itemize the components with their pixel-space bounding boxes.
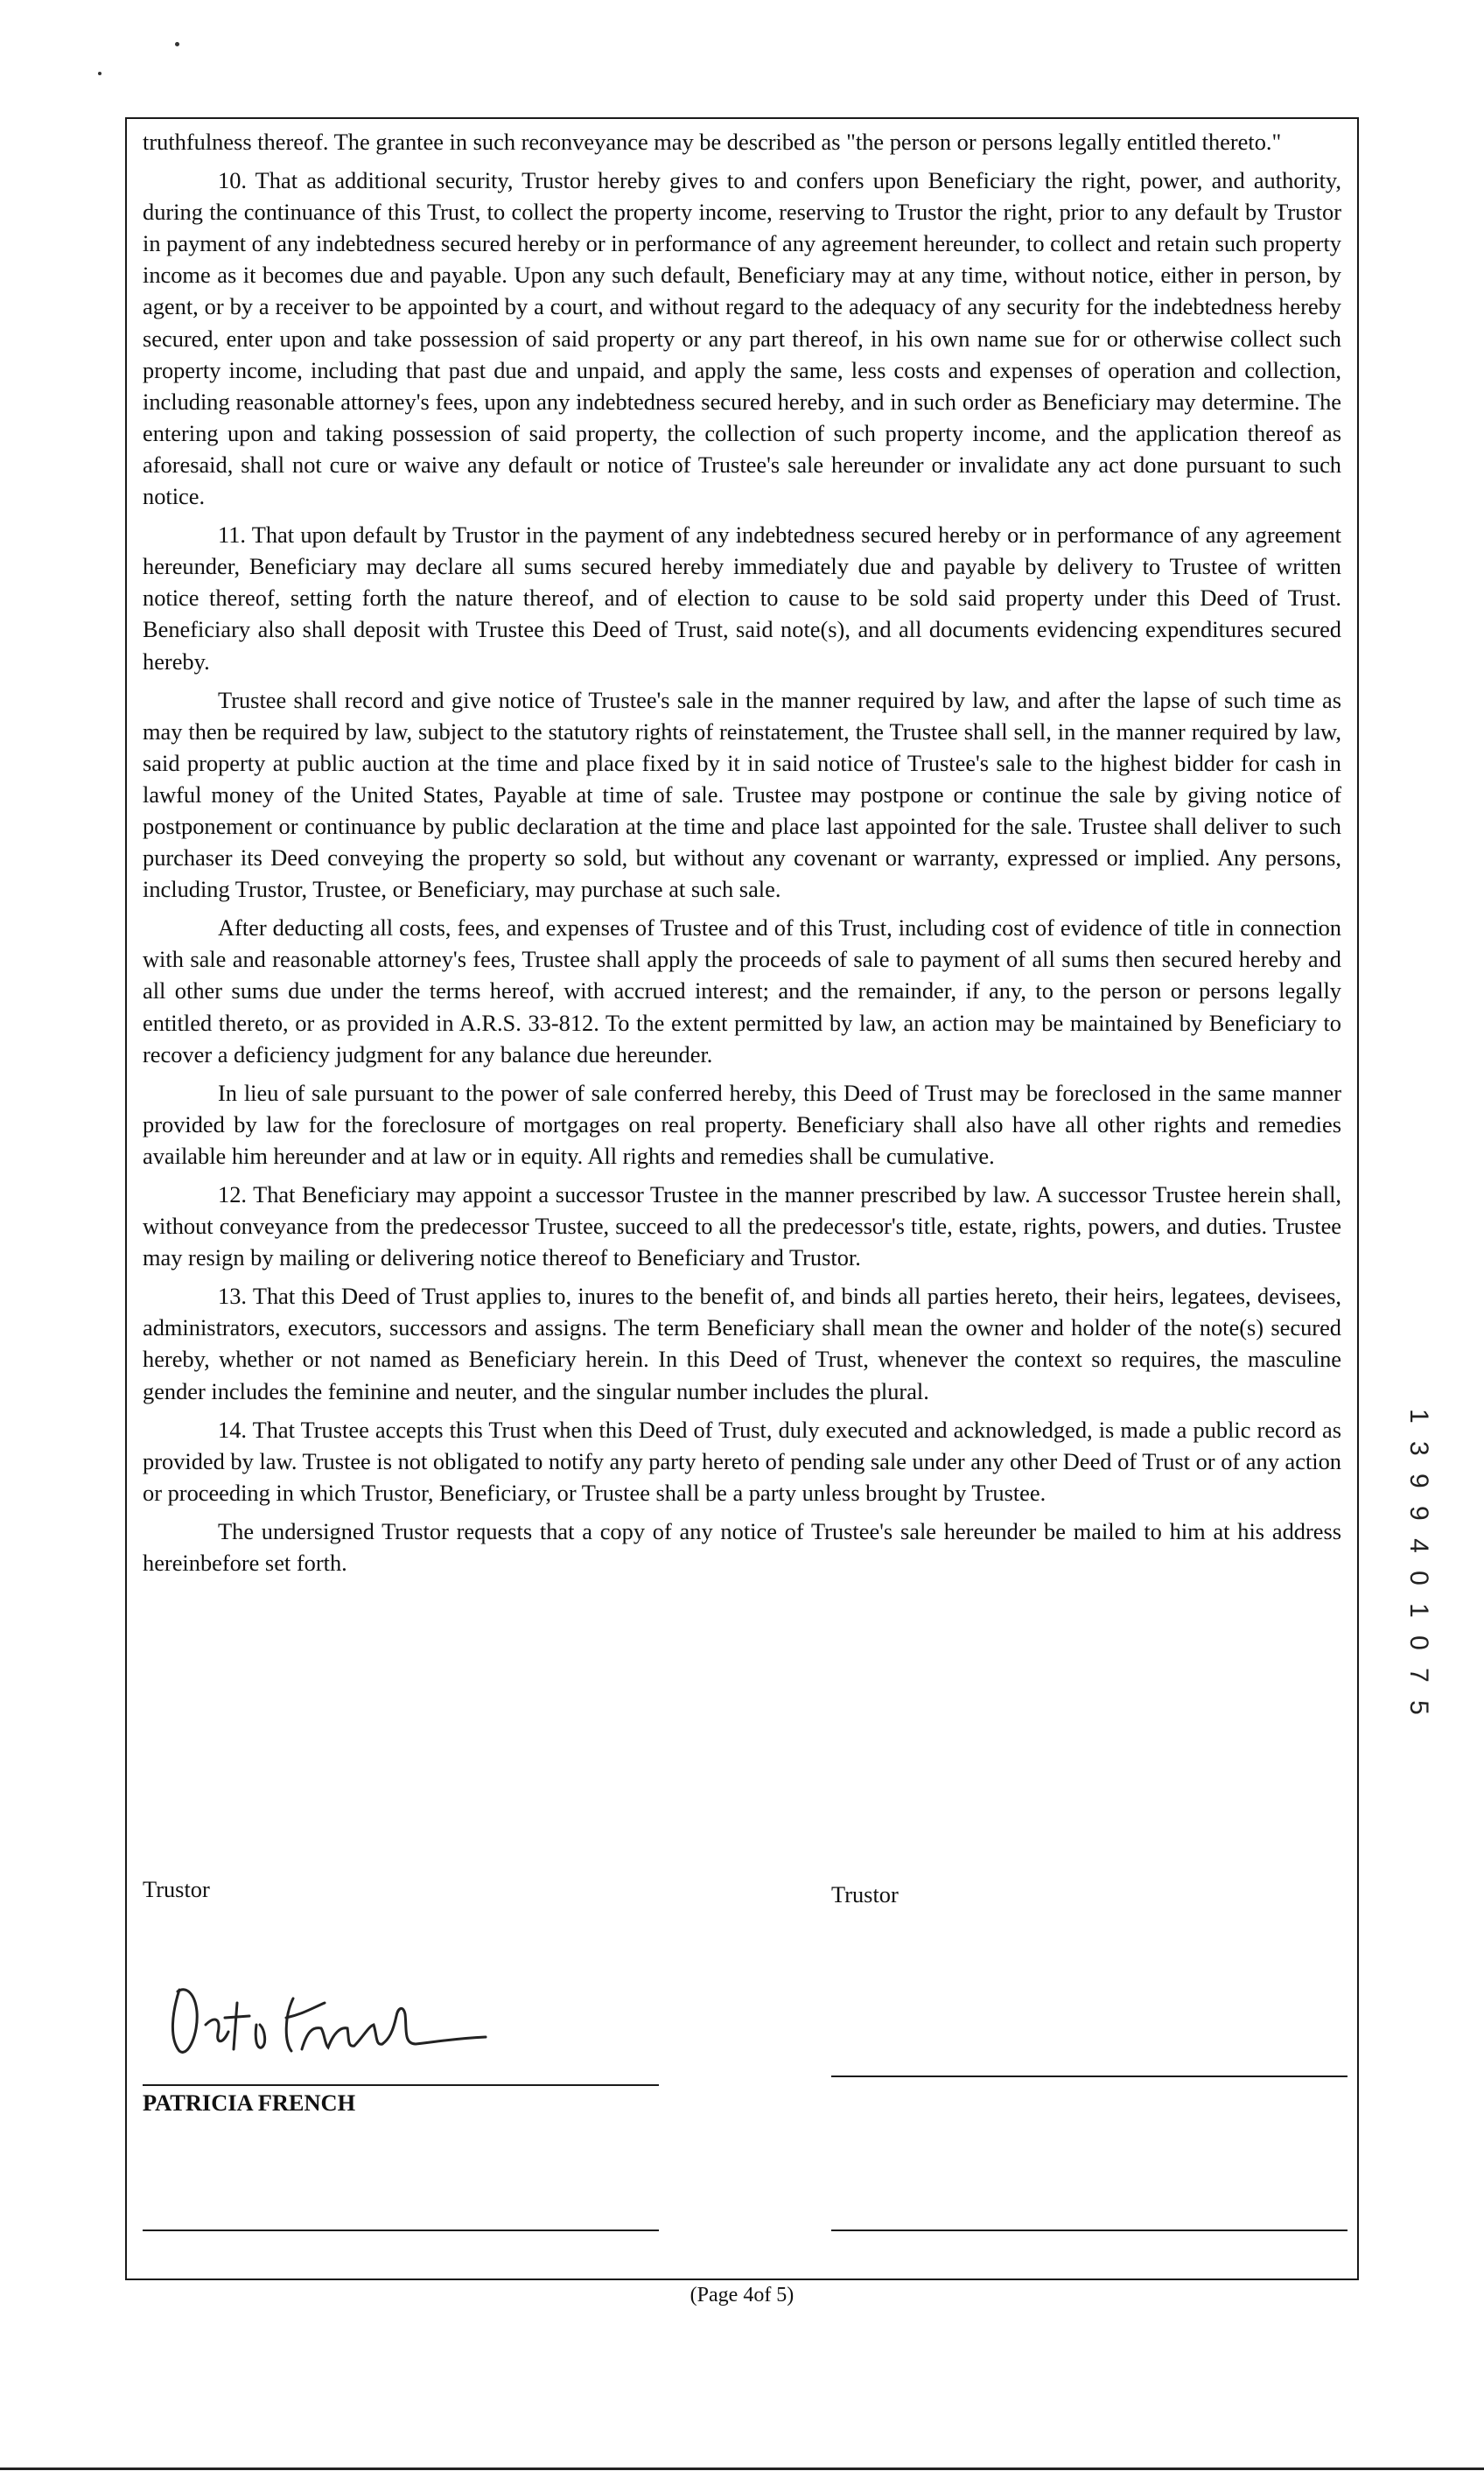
trustor-name: PATRICIA FRENCH — [143, 2090, 356, 2116]
document-frame — [125, 117, 1359, 2280]
signature-line — [831, 2076, 1348, 2077]
paragraph-12: 12. That Beneficiary may appoint a successor Trustee in the manner prescribed by law. A successor Trustee herein shall, without conveyance from the predecessor Trustee, succeed to all the predecessor's title, estate, rights, powers, and duties. Trustee may resign by mailing or delivering notice thereof to Beneficiary and Trustor. — [143, 1181, 1341, 1271]
paragraph-14: 14. That Trustee accepts this Trust when this Deed of Trust, duly executed and acknowledged, is made a public record as provided by law. Trustee is not obligated to notify any party hereto of pending sale under any other Deed of Trust or of any action or proceeding in which Trustor, Beneficiary, or Trustee shall be a party unless brought by Trustee. — [143, 1416, 1341, 1506]
paragraph-trustee-sale: Trustee shall record and give notice of Trustee's sale in the manner required by law, and after the lapse of such time as may then be required by law, subject to the statutory rights of reinstatement, the Trustee shall sell, in the manner required by law, said property at public auction at the time and place fixed by it in said notice of Trustee's sale to the highest bidder for cash in lawful money of the United States, Payable at time of sale. Trustee may postpone or continue the sale by giving notice of postponement or continuance by public declaration at the time and place last appointed for the sale. Trustee shall deliver to such purchaser its Deed conveying the property so sold, but without any covenant or warranty, expressed or implied. Any persons, including Trustor, Trustee, or Beneficiary, may purchase at such sale. — [143, 686, 1341, 903]
signature-line — [143, 2084, 659, 2086]
paragraph-13: 13. That this Deed of Trust applies to, inures to the benefit of, and binds all parties hereto, their heirs, legatees, devisees, administrators, executors, successors and assigns. The term Beneficiary shall mean the owner and holder of the note(s) secured hereby, whether or not named as Beneficiary herein. In this Deed of Trust, whenever the context so requires, the masculine gender includes the feminine and neuter, and the singular number includes the plural. — [143, 1283, 1341, 1404]
scan-speck — [98, 72, 102, 75]
recording-number-stamp — [1404, 1409, 1438, 1720]
document-body — [143, 126, 1341, 1586]
signature-block-left — [143, 1869, 659, 2272]
trustor-label: Trustor — [831, 1881, 899, 1908]
scan-edge — [0, 2468, 1484, 2470]
scan-speck — [175, 42, 179, 46]
paragraph-11: 11. That upon default by Trustor in the payment of any indebtedness secured hereby or in performance of any agreement hereunder, Beneficiary may declare all sums secured hereby immediately due and payable by delivery to Trustee of written notice thereof, setting forth the nature thereof, and of election to cause to be sold said property under this Deed of Trust. Beneficiary also shall deposit with Trustee this Deed of Trust, said note(s), and all documents evidencing expenditures secured hereby. — [143, 522, 1341, 675]
signature-section — [127, 1869, 1357, 2272]
signature-block-right — [831, 1869, 1348, 2272]
paragraph-10: 10. That as additional security, Trustor hereby gives to and confers upon Beneficiary the right, power, and authority, during the continuance of this Trust, to collect the property income, reserving to Trustor the right, prior to any default by Trustor in payment of any indebtedness secured hereby or in performance of any agreement hereunder, to collect and retain such property income as it becomes due and payable. Upon any such default, Beneficiary may at any time, without notice, either in person, by agent, or by a receiver to be appointed by a court, and without regard to the adequacy of any security for the indebtedness hereby secured, enter upon and take possession of said property or any part thereof, in his own name sue for or otherwise collect such property income, including that past due and unpaid, and apply the same, less costs and expenses of operation and collection, including reasonable attorney's fees, upon any indebtedness secured hereby, and in such order as Beneficiary may determine. The entering upon and taking possession of said property, the collection of such property income, and the application thereof as aforesaid, shall not cure or waive any default or notice of Trustee's sale hereunder or invalidate any act done pursuant to such notice. — [143, 167, 1341, 510]
page-number: (Page 4of 5) — [690, 2284, 794, 2306]
signature-line — [831, 2230, 1348, 2231]
paragraph-foreclosure: In lieu of sale pursuant to the power of sale conferred hereby, this Deed of Trust may be foreclosed in the same manner provided by law for the foreclosure of mortgages on real property. Beneficiary shall also have all other rights and remedies available him hereunder and at law or in equity. All rights and remedies shall be cumulative. — [143, 1079, 1341, 1169]
recording-number: 1 3 9 9 4 0 1 0 7 5 — [1404, 1409, 1433, 1720]
trustor-label: Trustor — [143, 1876, 210, 1902]
paragraph-proceeds: After deducting all costs, fees, and expenses of Trustee and of this Trust, including cost of evidence of title in connection with sale and reasonable attorney's fees, Trustee shall apply the proceeds of sale to payment of all sums then secured hereby and all other sums due under the terms hereof, with accrued interest; and the remainder, if any, to the person or persons legally entitled thereto, or as provided in A.R.S. 33-812. To the extent permitted by law, an action may be maintained by Beneficiary to recover a deficiency judgment for any balance due hereunder. — [143, 914, 1341, 1068]
paragraph-request: The undersigned Trustor requests that a copy of any notice of Trustee's sale hereunder be mailed to him at his address hereinbefore set forth. — [143, 1517, 1341, 1577]
handwritten-signature — [153, 1964, 503, 2068]
signature-line — [143, 2230, 659, 2231]
paragraph: truthfulness thereof. The grantee in such reconveyance may be described as "the person or persons legally entitled thereto." — [143, 129, 1282, 155]
